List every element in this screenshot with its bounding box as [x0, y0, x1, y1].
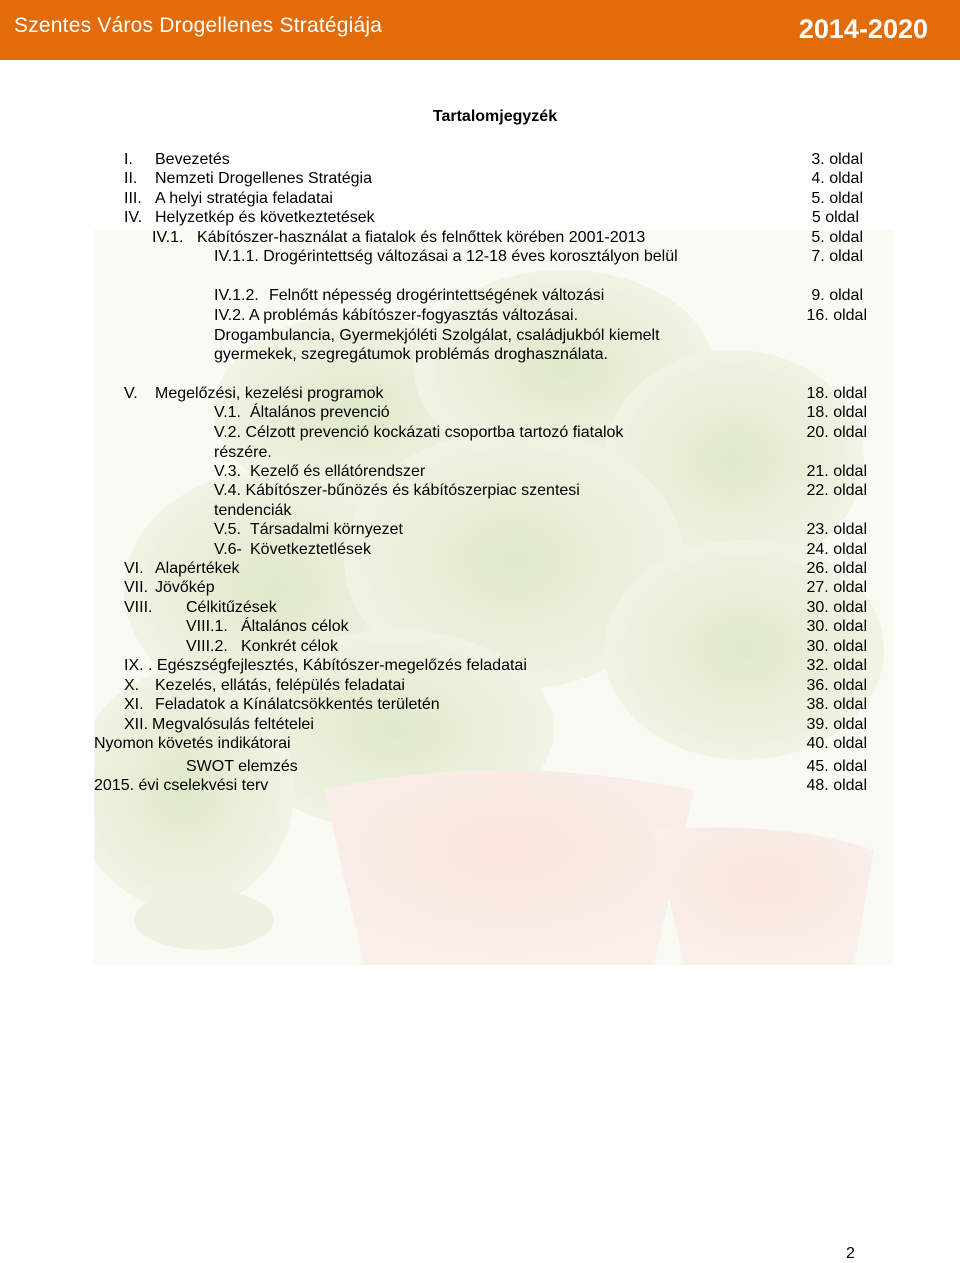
toc-entry-page: 45. oldal — [806, 758, 867, 775]
toc-entry-title: A problémás kábítószer-fogyasztás változásai. Drogambulancia, Gyermekjóléti Szolgálat, családjukból kiemelt gyermekek, szegregátumok problémás droghasználata. — [214, 307, 660, 363]
toc-entry-title: Bevezetés — [155, 151, 230, 168]
toc-entry-page: 32. oldal — [806, 657, 867, 674]
toc-entry-page: 5. oldal — [811, 190, 863, 207]
document-years: 2014-2020 — [798, 14, 928, 44]
toc-entry-title: Következtetlések — [250, 541, 371, 558]
toc-entry-number: III. — [124, 190, 142, 207]
toc-entry-page: 30. oldal — [806, 638, 867, 655]
toc-entry-title: Kezelő és ellátórendszer — [250, 463, 426, 480]
toc-entry-title-wrap — [214, 306, 684, 365]
toc-entry-number: I. — [124, 151, 133, 168]
toc-entry-title: Kábítószer-használat a fiatalok és felnőttek körében 2001-2013 — [197, 229, 646, 246]
toc-entry[interactable] — [214, 423, 664, 463]
toc-entry-page: 23. oldal — [806, 521, 867, 538]
toc-entry-title: Megelőzési, kezelési programok — [155, 385, 384, 402]
toc-entry-page: 48. oldal — [806, 777, 867, 794]
toc-entry-number: V. — [124, 385, 138, 402]
toc-entry-page: 39. oldal — [806, 716, 867, 733]
toc-entry-number: V.6- — [214, 541, 242, 558]
toc-heading: Tartalomjegyzék — [432, 108, 558, 125]
toc-entry-page: 16. oldal — [806, 307, 867, 324]
toc-entry[interactable] — [214, 247, 714, 287]
toc-entry-page: 18. oldal — [806, 385, 867, 402]
toc-entry-title: 2015. évi cselekvési terv — [94, 777, 269, 794]
toc-entry-number: V.3. — [214, 463, 241, 480]
toc-entry-title: Célkitűzések — [186, 599, 277, 616]
toc-entry-page: 7. oldal — [811, 248, 863, 265]
toc-entry-number: VII. — [124, 579, 149, 596]
toc-entry-title: Megvalósulás feltételei — [152, 716, 314, 733]
toc-entry-number: V.2. — [214, 424, 241, 441]
toc-entry-title: Kábítószer-bűnözés és kábítószerpiac szentesi tendenciák — [214, 482, 580, 519]
toc-entry-title-wrap — [214, 481, 614, 520]
toc-entry-title: SWOT elemzés — [186, 758, 298, 775]
toc-entry-page: 4. oldal — [811, 170, 863, 187]
page-number: 2 — [846, 1245, 855, 1262]
toc-entry-title: Általános célok — [241, 618, 349, 635]
toc-entry-title: Drogérintettség változásai a 12-18 éves korosztályon belül — [263, 248, 678, 265]
toc-entry-title: Jövőkép — [155, 579, 215, 596]
toc-entry-page: 9. oldal — [811, 287, 863, 304]
toc-entry-title: Kezelés, ellátás, felépülés feladatai — [155, 677, 405, 694]
toc-entry-title: Felnőtt népesség drogérintettségének változási — [269, 287, 605, 304]
toc-entry-page: 27. oldal — [806, 579, 867, 596]
toc-entry-page: 40. oldal — [806, 735, 867, 752]
toc-entry-page: 18. oldal — [806, 404, 867, 421]
toc-entry-number: IV.2. — [214, 307, 246, 324]
toc-entry-number: II. — [124, 170, 138, 187]
toc-entry-page: 24. oldal — [806, 541, 867, 558]
toc-entry-title: . Egészségfejlesztés, Kábítószer-megelőzés feladatai — [148, 657, 527, 674]
toc-entry-number: IV. — [124, 209, 143, 226]
toc-entry-page: 5. oldal — [811, 229, 863, 246]
toc-entry-number: VIII.2. — [186, 638, 228, 655]
toc-entry-number: IX. — [124, 657, 144, 674]
toc-entry-page: 38. oldal — [806, 696, 867, 713]
toc-entry[interactable] — [214, 481, 614, 521]
toc-entry-page: 5 oldal — [811, 209, 859, 226]
toc-entry-page: 20. oldal — [806, 424, 867, 441]
toc-entry-title: Alapértékek — [155, 560, 240, 577]
toc-entry-number: X. — [124, 677, 140, 694]
toc-entry-number: IV.1.1. — [214, 248, 259, 265]
toc-entry-title: Általános prevenció — [250, 404, 390, 421]
toc-entry-title: Feladatok a Kínálatcsökkentés területén — [155, 696, 440, 713]
toc-entry-title: Konkrét célok — [241, 638, 338, 655]
toc-entry-page: 36. oldal — [806, 677, 867, 694]
toc-entry-title: Helyzetkép és következtetések — [155, 209, 375, 226]
toc-entry-number: VI. — [124, 560, 144, 577]
toc-entry-number: IV.1. — [152, 229, 184, 246]
toc-entry-number: V.4. — [214, 482, 241, 499]
toc-entry-page: 30. oldal — [806, 599, 867, 616]
document-title: Szentes Város Drogellenes Stratégiája — [14, 14, 383, 37]
toc-entry-page: 3. oldal — [811, 151, 863, 168]
toc-entry-title: Társadalmi környezet — [250, 521, 403, 538]
toc-entry-title: Nyomon követés indikátorai — [94, 735, 291, 752]
toc-entry-number: VIII.1. — [186, 618, 228, 635]
toc-entry[interactable] — [214, 306, 684, 386]
toc-entry-title: Nemzeti Drogellenes Stratégia — [155, 170, 372, 187]
toc-entry-title: Célzott prevenció kockázati csoportba tartozó fiatalok részére. — [214, 424, 624, 461]
toc-entry-title-wrap — [214, 423, 664, 462]
toc-entry-page: 21. oldal — [806, 463, 867, 480]
toc-entry-number: VIII. — [124, 599, 153, 616]
toc-entry-page: 22. oldal — [806, 482, 867, 499]
toc-entry-number: V.5. — [214, 521, 241, 538]
toc-entry-number: XII. — [124, 716, 149, 733]
toc-entry-title-wrap — [214, 247, 714, 267]
toc-entry-title: A helyi stratégia feladatai — [155, 190, 333, 207]
toc-entry-page: 30. oldal — [806, 618, 867, 635]
toc-entry-page: 26. oldal — [806, 560, 867, 577]
toc-entry-number: V.1. — [214, 404, 241, 421]
toc-entry-number: XI. — [124, 696, 144, 713]
toc-entry-number: IV.1.2. — [214, 287, 259, 304]
